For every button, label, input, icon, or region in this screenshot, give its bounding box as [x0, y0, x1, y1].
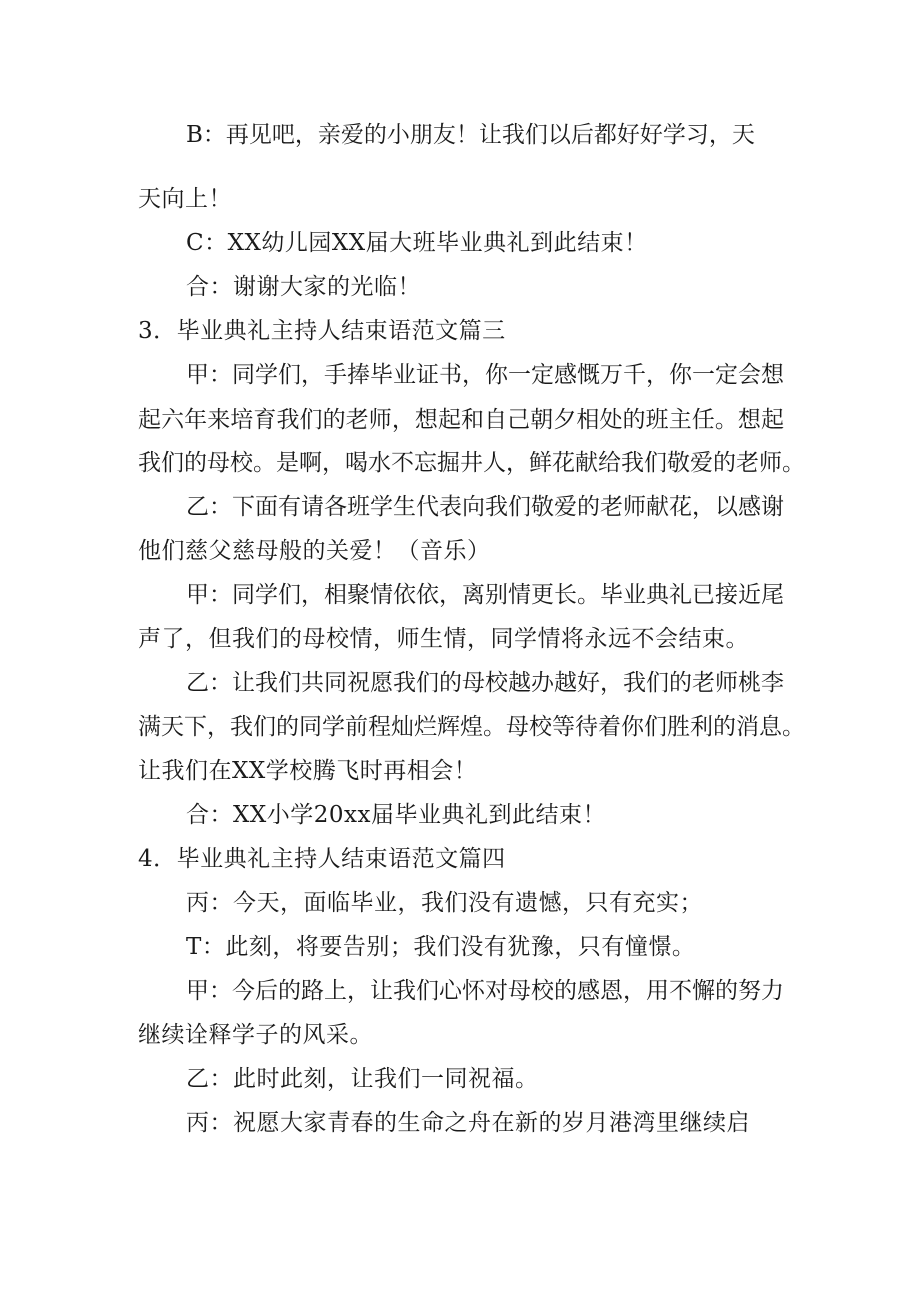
paragraph-line: 乙：此时此刻，让我们一同祝福。: [186, 1066, 539, 1092]
paragraph-line: 丙：今天，面临毕业，我们没有遗憾，只有充实；: [186, 890, 703, 916]
section-heading: 4．毕业典礼主持人结束语范文篇四: [138, 846, 506, 872]
paragraph-line: 声了，但我们的母校情，师生情，同学情将永远不会结束。: [138, 626, 749, 652]
paragraph-line: 起六年来培育我们的老师，想起和自己朝夕相处的班主任。想起: [138, 407, 784, 433]
paragraph-line: C：XX幼儿园XX届大班毕业典礼到此结束！: [186, 230, 648, 256]
paragraph-line: 我们的母校。是啊，喝水不忘掘井人，鲜花献给我们敬爱的老师。: [138, 450, 805, 476]
paragraph-line: T：此刻，将要告别；我们没有犹豫，只有憧憬。: [186, 934, 696, 960]
section-heading: 3．毕业典礼主持人结束语范文篇三: [138, 318, 506, 344]
paragraph-line: 让我们在XX学校腾飞时再相会！: [138, 758, 478, 784]
paragraph-line: 合：谢谢大家的光临！: [186, 274, 421, 300]
paragraph-line: 甲：同学们，相聚情依依，离别情更长。毕业典礼已接近尾: [186, 582, 784, 608]
paragraph-line: 甲：同学们，手捧毕业证书，你一定感慨万千，你一定会想: [186, 362, 784, 388]
paragraph-line: 乙：让我们共同祝愿我们的母校越办越好，我们的老师桃李: [186, 670, 784, 696]
paragraph-line: 满天下，我们的同学前程灿烂辉煌。母校等待着你们胜利的消息。: [138, 714, 805, 740]
paragraph-line: 甲：今后的路上，让我们心怀对母校的感恩，用不懈的努力: [186, 978, 784, 1004]
paragraph-line: 继续诠释学子的风采。: [138, 1022, 373, 1048]
paragraph-line: B：再见吧，亲爱的小朋友！让我们以后都好好学习，天: [186, 122, 755, 148]
paragraph-line: 乙：下面有请各班学生代表向我们敬爱的老师献花，以感谢: [186, 494, 784, 520]
paragraph-line: 天向上！: [138, 186, 232, 212]
paragraph-line: 丙：祝愿大家青春的生命之舟在新的岁月港湾里继续启: [186, 1110, 750, 1136]
paragraph-line: 他们慈父慈母般的关爱！（音乐）: [138, 538, 491, 564]
paragraph-line: 合：XX小学20xx届毕业典礼到此结束！: [186, 802, 606, 828]
